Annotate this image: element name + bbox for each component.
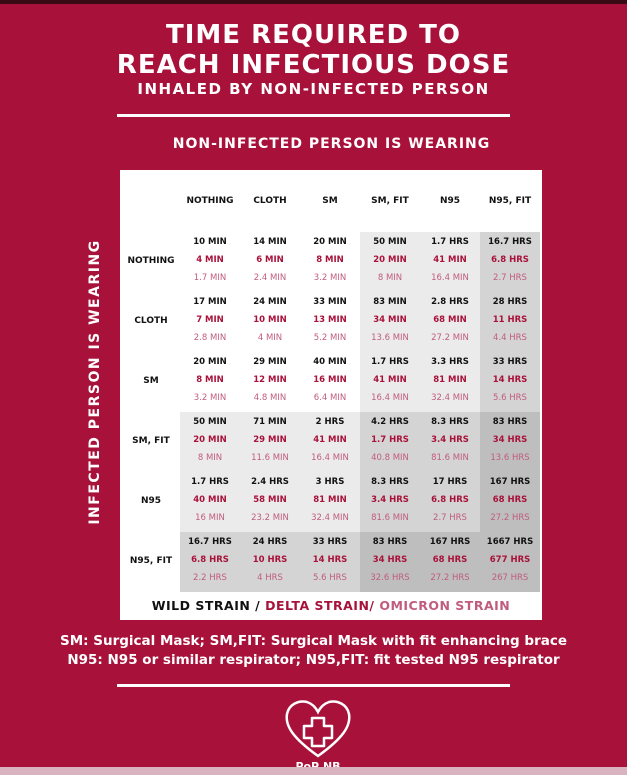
legend-delta-strain: DELTA STRAIN/ (265, 598, 380, 613)
table-cell (300, 532, 360, 592)
omicron-strain-value: 4 HRS (257, 573, 283, 583)
wild-strain-value: 8.3 HRS (431, 417, 469, 427)
delta-strain-value: 41 MIN (373, 375, 407, 385)
delta-strain-value: 677 HRS (489, 555, 531, 565)
table-cell (300, 352, 360, 412)
wild-strain-value: 17 HRS (432, 477, 468, 487)
delta-strain-value: 68 HRS (432, 555, 468, 565)
footnote-line-1: SM: Surgical Mask; SM,FIT: Surgical Mask with fit enhancing brace (59, 633, 568, 649)
wild-strain-value: 83 MIN (373, 297, 407, 307)
delta-strain-value: 6.8 HRS (191, 555, 229, 565)
wild-strain-value: 1.7 HRS (431, 237, 469, 247)
title-line-1: TIME REQUIRED TO (165, 20, 462, 50)
delta-strain-value: 8 MIN (196, 375, 224, 385)
omicron-strain-value: 27.2 HRS (430, 573, 470, 583)
omicron-strain-value: 3.2 MIN (193, 393, 227, 403)
delta-strain-value: 10 MIN (253, 315, 287, 325)
table-cell (240, 532, 300, 592)
wild-strain-value: 167 HRS (489, 477, 531, 487)
wild-strain-value: 50 MIN (373, 237, 407, 247)
row-header: N95, FIT (129, 556, 173, 566)
delta-strain-value: 12 MIN (253, 375, 287, 385)
table-cell (360, 292, 420, 352)
delta-strain-value: 20 MIN (373, 255, 407, 265)
wild-strain-value: 28 HRS (492, 297, 528, 307)
omicron-strain-value: 16.4 MIN (311, 453, 349, 463)
delta-strain-value: 3.4 HRS (431, 435, 469, 445)
wild-strain-value: 33 MIN (313, 297, 347, 307)
omicron-strain-value: 81.6 MIN (431, 453, 469, 463)
table-cell (420, 532, 480, 592)
top-edge-bar (0, 0, 627, 4)
omicron-strain-value: 11.6 MIN (251, 453, 289, 463)
table-cell (360, 472, 420, 532)
legend-omicron-strain: OMICRON STRAIN (379, 598, 511, 613)
delta-strain-value: 6.8 HRS (431, 495, 469, 505)
omicron-strain-value: 4 MIN (257, 333, 283, 343)
omicron-strain-value: 5.6 HRS (493, 393, 527, 403)
wild-strain-value: 167 HRS (429, 537, 471, 547)
delta-strain-value: 6.8 HRS (491, 255, 529, 265)
delta-strain-value: 81 MIN (433, 375, 467, 385)
table-cell (420, 292, 480, 352)
delta-strain-value: 14 HRS (312, 555, 348, 565)
wild-strain-value: 16.7 HRS (188, 537, 232, 547)
wild-strain-value: 50 MIN (193, 417, 227, 427)
omicron-strain-value: 8 MIN (377, 273, 403, 283)
delta-strain-value: 1.7 HRS (371, 435, 409, 445)
footnote-line-2: N95: N95 or similar respirator; N95,FIT: fit tested N95 respirator (67, 652, 560, 668)
omicron-strain-value: 32.4 MIN (431, 393, 469, 403)
table-cell (480, 472, 540, 532)
delta-strain-value: 4 MIN (196, 255, 224, 265)
delta-strain-value: 40 MIN (193, 495, 227, 505)
omicron-strain-value: 2.2 HRS (193, 573, 227, 583)
table-cell (180, 532, 240, 592)
table-cell (180, 352, 240, 412)
delta-strain-value: 29 MIN (253, 435, 287, 445)
delta-strain-value: 34 HRS (492, 435, 528, 445)
table-cell (420, 352, 480, 412)
delta-strain-value: 68 HRS (492, 495, 528, 505)
delta-strain-value: 16 MIN (313, 375, 347, 385)
title-line-2: REACH INFECTIOUS DOSE (116, 50, 511, 80)
wild-strain-value: 1667 HRS (486, 537, 534, 547)
omicron-strain-value: 267 HRS (491, 573, 529, 583)
wild-strain-value: 1.7 HRS (371, 357, 409, 367)
column-header: SM (322, 196, 338, 206)
table-cell (420, 472, 480, 532)
table-cell (300, 292, 360, 352)
table-cell (480, 292, 540, 352)
omicron-strain-value: 32.6 HRS (370, 573, 410, 583)
omicron-strain-value: 23.2 MIN (251, 513, 289, 523)
table-cell (240, 472, 300, 532)
legend-wild-strain: WILD STRAIN / (151, 598, 266, 613)
table-cell (300, 232, 360, 292)
column-header: NOTHING (186, 196, 234, 206)
table-cell (240, 232, 300, 292)
wild-strain-value: 17 MIN (193, 297, 227, 307)
wild-strain-value: 4.2 HRS (371, 417, 409, 427)
wild-strain-value: 24 HRS (252, 537, 288, 547)
wild-strain-value: 14 MIN (253, 237, 287, 247)
table-cell (360, 232, 420, 292)
wild-strain-value: 3.3 HRS (431, 357, 469, 367)
table-cell (360, 412, 420, 472)
row-header: SM, FIT (132, 436, 170, 446)
delta-strain-value: 58 MIN (253, 495, 287, 505)
omicron-strain-value: 16 MIN (195, 513, 225, 523)
row-header: N95 (140, 496, 162, 506)
wild-strain-value: 83 HRS (372, 537, 408, 547)
wild-strain-value: 83 HRS (492, 417, 528, 427)
delta-strain-value: 11 HRS (492, 315, 528, 325)
row-header: SM (143, 376, 159, 386)
omicron-strain-value: 6.4 MIN (313, 393, 347, 403)
delta-strain-value: 81 MIN (313, 495, 347, 505)
divider-bottom (117, 684, 510, 687)
table-cell (360, 352, 420, 412)
delta-strain-value: 41 MIN (313, 435, 347, 445)
column-header: N95, FIT (488, 196, 532, 206)
wild-strain-value: 1.7 HRS (191, 477, 229, 487)
omicron-strain-value: 2.7 HRS (493, 273, 527, 283)
table-cell (180, 472, 240, 532)
table-cell (420, 232, 480, 292)
column-header: CLOTH (253, 196, 287, 206)
omicron-strain-value: 27.2 MIN (431, 333, 469, 343)
table-cell (240, 292, 300, 352)
delta-strain-value: 68 MIN (433, 315, 467, 325)
wild-strain-value: 16.7 HRS (488, 237, 532, 247)
omicron-strain-value: 2.4 MIN (253, 273, 287, 283)
divider-top (117, 114, 510, 117)
wild-strain-value: 24 MIN (253, 297, 287, 307)
wild-strain-value: 20 MIN (193, 357, 227, 367)
column-header: SM, FIT (371, 196, 409, 206)
row-header: CLOTH (134, 316, 168, 326)
table-cell (480, 232, 540, 292)
delta-strain-value: 8 MIN (316, 255, 344, 265)
omicron-strain-value: 81.6 MIN (371, 513, 409, 523)
wild-strain-value: 2 HRS (315, 417, 345, 427)
wild-strain-value: 2.8 HRS (431, 297, 469, 307)
column-header: N95 (439, 196, 461, 206)
delta-strain-value: 20 MIN (193, 435, 227, 445)
omicron-strain-value: 2.7 HRS (433, 513, 467, 523)
infected-axis-label: INFECTED PERSON IS WEARING (87, 239, 103, 525)
omicron-strain-value: 1.7 MIN (193, 273, 227, 283)
omicron-strain-value: 27.2 HRS (490, 513, 530, 523)
wild-strain-value: 33 HRS (312, 537, 348, 547)
wild-strain-value: 3 HRS (315, 477, 345, 487)
omicron-strain-value: 32.4 MIN (311, 513, 349, 523)
omicron-strain-value: 5.2 MIN (313, 333, 347, 343)
table-cell (480, 412, 540, 472)
delta-strain-value: 41 MIN (433, 255, 467, 265)
wild-strain-value: 29 MIN (253, 357, 287, 367)
table-cell (480, 352, 540, 412)
table-cell (180, 232, 240, 292)
strain-legend (120, 598, 542, 613)
non-infected-axis-label: NON-INFECTED PERSON IS WEARING (172, 136, 491, 152)
wild-strain-value: 20 MIN (313, 237, 347, 247)
omicron-strain-value: 13.6 MIN (371, 333, 409, 343)
delta-strain-value: 10 HRS (252, 555, 288, 565)
omicron-strain-value: 4.8 MIN (253, 393, 287, 403)
wild-strain-value: 8.3 HRS (371, 477, 409, 487)
table-cell (240, 412, 300, 472)
table-cell (360, 532, 420, 592)
heart-medical-cross-icon (283, 698, 353, 760)
wild-strain-value: 33 HRS (492, 357, 528, 367)
delta-strain-value: 14 HRS (492, 375, 528, 385)
delta-strain-value: 13 MIN (313, 315, 347, 325)
delta-strain-value: 34 MIN (373, 315, 407, 325)
omicron-strain-value: 8 MIN (197, 453, 223, 463)
delta-strain-value: 3.4 HRS (371, 495, 409, 505)
table-cell (300, 472, 360, 532)
omicron-strain-value: 40.8 MIN (371, 453, 409, 463)
table-cell (180, 292, 240, 352)
dose-time-table (120, 170, 542, 620)
table-cell (240, 352, 300, 412)
omicron-strain-value: 5.6 HRS (313, 573, 347, 583)
omicron-strain-value: 16.4 MIN (371, 393, 409, 403)
omicron-strain-value: 3.2 MIN (313, 273, 347, 283)
wild-strain-value: 2.4 HRS (251, 477, 289, 487)
row-header: NOTHING (127, 256, 175, 266)
omicron-strain-value: 2.8 MIN (193, 333, 227, 343)
bottom-edge-bar (0, 767, 627, 775)
wild-strain-value: 71 MIN (253, 417, 287, 427)
omicron-strain-value: 4.4 HRS (493, 333, 527, 343)
title-subtitle: INHALED BY NON-INFECTED PERSON (137, 80, 490, 98)
table-cell (180, 412, 240, 472)
delta-strain-value: 6 MIN (256, 255, 284, 265)
table-cell (300, 412, 360, 472)
wild-strain-value: 10 MIN (193, 237, 227, 247)
delta-strain-value: 34 HRS (372, 555, 408, 565)
table-cell (480, 532, 540, 592)
omicron-strain-value: 16.4 MIN (431, 273, 469, 283)
delta-strain-value: 7 MIN (196, 315, 224, 325)
wild-strain-value: 40 MIN (313, 357, 347, 367)
table-cell (420, 412, 480, 472)
omicron-strain-value: 13.6 HRS (490, 453, 530, 463)
